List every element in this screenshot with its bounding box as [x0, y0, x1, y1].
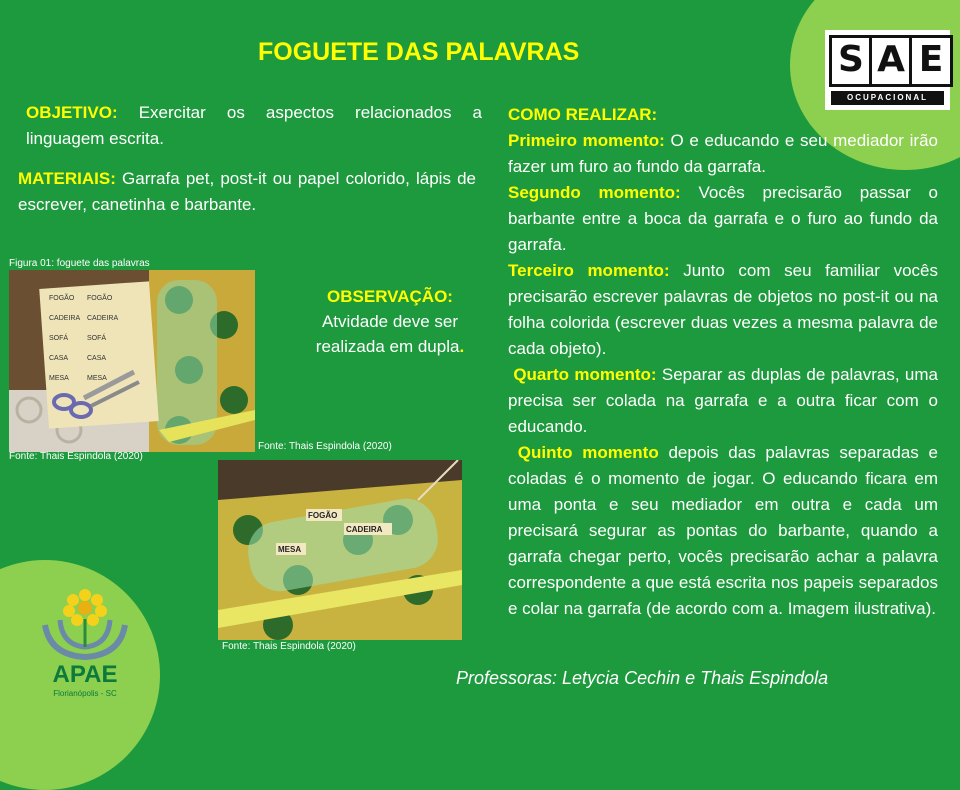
photo1-word-label: CASA — [49, 355, 69, 362]
photo1-word-label: CADEIRA — [87, 315, 119, 322]
photo1-source: Fonte: Thais Espindola (2020) — [9, 451, 143, 462]
page-title: FOGUETE DAS PALAVRAS — [258, 38, 580, 66]
observacao-block — [296, 284, 484, 359]
sae-letter-a: A — [869, 35, 913, 87]
photo1-word-label: CASA — [87, 355, 107, 362]
photo1-word-label: CADEIRA — [49, 315, 81, 322]
photo1-word-label: FOGÃO — [87, 295, 113, 302]
step-2-text: Vocês precisarão passar o barbante entre a boca da garrafa e o furo ao fundo da garrafa. — [508, 183, 938, 254]
como-realizar-heading: COMO REALIZAR: — [508, 105, 658, 124]
step-3-text: Junto com seu familiar vocês precisarão escrever palavras de objetos no post-it ou na folha colorida (escrever duas vezes a mesma palavra de cada objeto). — [508, 261, 938, 358]
materiais-text: Garrafa pet, post-it ou papel colorido, lápis de escrever, canetinha e barbante. — [18, 169, 476, 214]
sae-letter-s: S — [829, 35, 873, 87]
photo1-word-label: FOGÃO — [49, 295, 75, 302]
photo2-word-label: CADEIRA — [346, 525, 383, 534]
step-5-text: depois das palavras separadas e coladas é o momento de jogar. O educando ficara em uma ponta e seu mediador em outra e cada um precisará segurar as pontas do barbante, quando a garrafa chegar perto, vocês precisarão achar a palavra correspondente a que está escrita nos papeis separados e colar na garrafa (de acordo com a. Imagem ilustrativa). — [508, 443, 938, 618]
step-4 — [508, 362, 938, 440]
step-1 — [508, 128, 938, 180]
photo2-word-label: FOGÃO — [308, 511, 338, 520]
step-1-text: O e educando e seu mediador irão fazer um furo ao fundo da garrafa. — [508, 131, 938, 176]
step-4-label: Quarto momento: — [513, 365, 657, 384]
step-2 — [508, 180, 938, 258]
sae-letter-e: E — [909, 35, 953, 87]
photo1-word-label: SOFÁ — [87, 335, 107, 342]
step-2-label: Segundo momento: — [508, 183, 681, 202]
photo1-word-label: SOFÁ — [49, 335, 69, 342]
step-4-text: Separar as duplas de palavras, uma precisa ser colada na garrafa e a outra ficar com o educando. — [508, 365, 938, 436]
objetivo-text: Exercitar os aspectos relacionados a linguagem escrita. — [26, 103, 482, 148]
sae-band-text: OCUPACIONAL — [831, 91, 944, 105]
observacao-text: Atvidade deve ser realizada em dupla — [315, 312, 460, 356]
step-1-label: Primeiro momento: — [508, 131, 665, 150]
footer-teachers: Professoras: Letycia Cechin e Thais Espindola — [456, 668, 829, 688]
photo1-illustration — [9, 270, 255, 452]
photo1-word-label: MESA — [49, 375, 69, 382]
step-3 — [508, 258, 938, 362]
materiais-paragraph — [18, 166, 476, 218]
apae-city: Florianópolis - SC — [53, 689, 117, 698]
photo2-word-label: MESA — [278, 545, 302, 554]
photo1-word-label: MESA — [87, 375, 107, 382]
materiais-label: MATERIAIS: — [18, 169, 116, 188]
step-3-label: Terceiro momento: — [508, 261, 670, 280]
photo2-illustration — [218, 460, 462, 640]
step-5-label: Quinto momento — [517, 443, 659, 462]
observacao-punct: . — [459, 337, 465, 356]
como-realizar-section — [508, 102, 938, 622]
apae-flower-hands-icon — [30, 585, 140, 661]
photo-rocket-bottle — [218, 460, 462, 640]
photo1-source-alt: Fonte: Thais Espindola (2020) — [258, 441, 392, 452]
observacao-label: OBSERVAÇÃO: — [327, 287, 453, 306]
apae-name: APAE — [52, 661, 118, 688]
objetivo-label: OBJETIVO: — [26, 103, 118, 122]
photo2-source: Fonte: Thais Espindola (2020) — [222, 641, 356, 652]
sae-logo — [825, 30, 950, 110]
figure-caption: Figura 01: foguete das palavras — [9, 258, 150, 269]
photo-bottle-and-words — [9, 270, 255, 452]
step-5 — [508, 440, 938, 622]
apae-logo — [30, 585, 140, 705]
objetivo-paragraph — [26, 100, 482, 152]
